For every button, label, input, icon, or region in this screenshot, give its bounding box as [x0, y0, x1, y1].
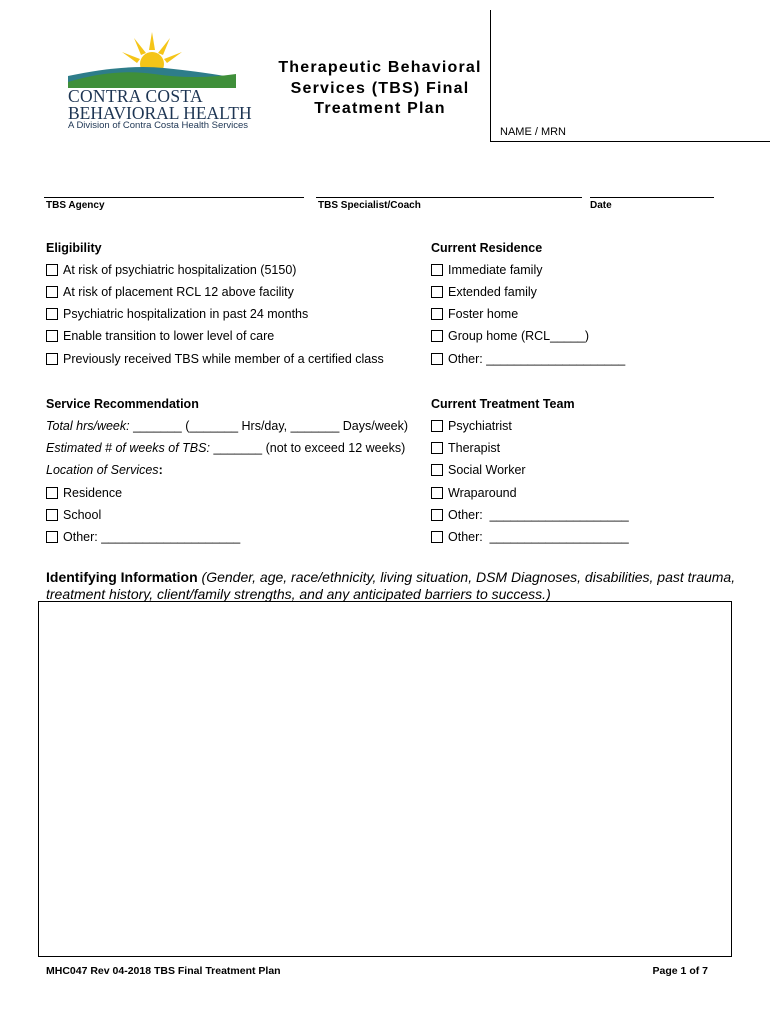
eligibility-item[interactable]: Psychiatric hospitalization in past 24 months [46, 307, 308, 321]
checkbox[interactable] [46, 330, 58, 342]
checkbox[interactable] [46, 531, 58, 543]
residence-item[interactable]: Other: ____________________ [431, 352, 625, 366]
location-item[interactable]: School [46, 508, 101, 522]
form-title: Therapeutic Behavioral Services (TBS) Final Treatment Plan [278, 59, 482, 117]
checkbox[interactable] [46, 286, 58, 298]
checkbox[interactable] [46, 264, 58, 276]
residence-item[interactable]: Immediate family [431, 263, 542, 277]
checkbox[interactable] [431, 264, 443, 276]
team-item[interactable]: Other: ____________________ [431, 508, 629, 522]
date-label: Date [590, 200, 612, 211]
eligibility-heading: Eligibility [46, 241, 102, 255]
weeks-field[interactable]: Estimated # of weeks of TBS: _______ (not to exceed 12 weeks) [46, 441, 406, 455]
service-heading: Service Recommendation [46, 397, 199, 411]
checkbox[interactable] [431, 487, 443, 499]
checkbox[interactable] [431, 442, 443, 454]
team-item[interactable]: Therapist [431, 441, 500, 455]
checkbox[interactable] [46, 308, 58, 320]
name-box-divider [490, 10, 491, 141]
total-hours-field[interactable]: Total hrs/week: _______ (_______ Hrs/day, _______ Days/week) [46, 419, 409, 433]
tbs-agency-field[interactable] [44, 197, 304, 198]
tbs-agency-label: TBS Agency [46, 200, 105, 211]
checkbox[interactable] [431, 353, 443, 365]
page-number: Page 1 of 7 [652, 965, 708, 977]
location-item[interactable]: Residence [46, 486, 122, 500]
checkbox[interactable] [46, 509, 58, 521]
tbs-specialist-label: TBS Specialist/Coach [318, 200, 421, 211]
team-heading: Current Treatment Team [431, 397, 575, 411]
eligibility-item[interactable]: Previously received TBS while member of a certified class [46, 352, 384, 366]
checkbox[interactable] [431, 531, 443, 543]
logo-line-2: BEHAVIORAL HEALTH [68, 103, 252, 123]
team-item[interactable]: Wraparound [431, 486, 517, 500]
tbs-specialist-field[interactable] [316, 197, 582, 198]
residence-item[interactable]: Group home (RCL_____) [431, 329, 589, 343]
checkbox[interactable] [431, 308, 443, 320]
contra-costa-logo [64, 28, 239, 90]
checkbox[interactable] [46, 353, 58, 365]
identifying-info-textarea[interactable] [38, 601, 732, 957]
location-label: Location of Services : [46, 463, 163, 477]
eligibility-item[interactable]: At risk of psychiatric hospitalization (5150) [46, 263, 296, 277]
logo-line-1: CONTRA COSTA [68, 86, 203, 106]
checkbox[interactable] [431, 286, 443, 298]
eligibility-item[interactable]: At risk of placement RCL 12 above facility [46, 285, 294, 299]
checkbox[interactable] [431, 420, 443, 432]
form-id: MHC047 Rev 04-2018 TBS Final Treatment Plan [46, 965, 281, 977]
team-item[interactable]: Psychiatrist [431, 419, 512, 433]
residence-item[interactable]: Foster home [431, 307, 518, 321]
checkbox[interactable] [431, 330, 443, 342]
checkbox[interactable] [431, 464, 443, 476]
name-mrn-label: NAME / MRN [500, 126, 566, 138]
identifying-info-heading: Identifying Information (Gender, age, race/ethnicity, living situation, DSM Diagnoses, disabilities, past trauma, treatment history, client/family strengths, and any anticipated barriers to success.) [46, 569, 736, 602]
team-item[interactable]: Other: ____________________ [431, 530, 629, 544]
eligibility-item[interactable]: Enable transition to lower level of care [46, 329, 274, 343]
checkbox[interactable] [46, 487, 58, 499]
team-item[interactable]: Social Worker [431, 463, 526, 477]
logo-line-3: A Division of Contra Costa Health Services [68, 120, 249, 131]
location-item[interactable]: Other: ____________________ [46, 530, 240, 544]
name-mrn-line [490, 141, 770, 142]
residence-item[interactable]: Extended family [431, 285, 537, 299]
residence-heading: Current Residence [431, 241, 543, 255]
checkbox[interactable] [431, 509, 443, 521]
date-field[interactable] [590, 197, 714, 198]
